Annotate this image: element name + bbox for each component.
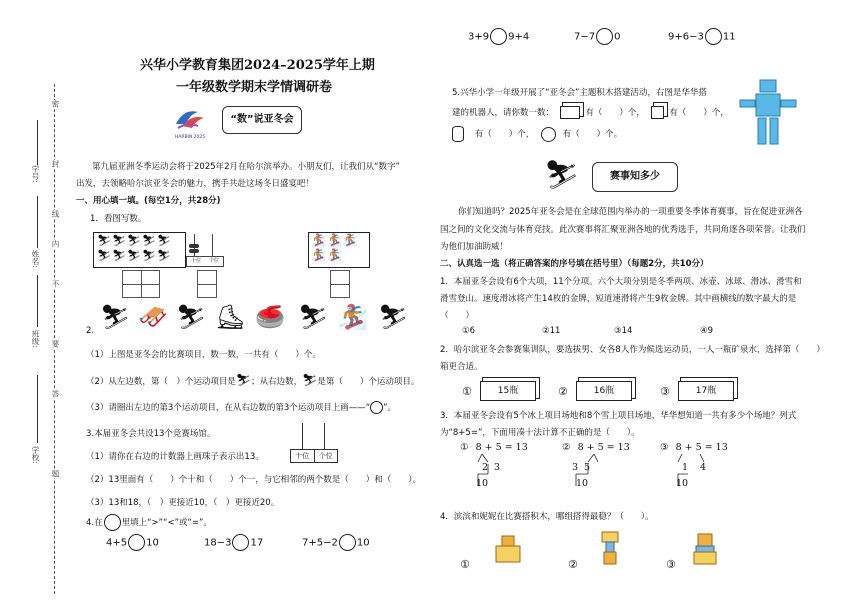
compare-item-3 <box>668 28 736 45</box>
s2-q1-option-3[interactable]: ③14 <box>614 326 633 336</box>
q3-label: 3.本届亚冬会共设13个竞赛场馆。 <box>86 429 216 439</box>
q4-item-2-right: 17 <box>250 537 264 549</box>
compare-circle[interactable] <box>128 534 145 551</box>
counter-ones-label: 个位 <box>318 452 333 460</box>
block-stack-2 <box>596 530 624 569</box>
q5-line3-part-b: 有（ ）个， <box>474 129 535 140</box>
s2-q3-line2: 为“8+5=”，下面用凑十法计算不正确的是（ ）。 <box>440 428 640 438</box>
q4-item-1-right: 10 <box>146 537 159 549</box>
counter-tens-label: 十位 <box>291 450 315 462</box>
q3-sub1: （1）请你在右边的计数器上画珠子表示出13。 <box>86 452 264 462</box>
event-intro-line1: 你们知道吗？2025年亚冬会是在全球范围内举办的一项重要冬季体育赛事，旨在促进亚洲各 <box>458 207 803 217</box>
q2-number: 2. <box>86 326 95 336</box>
s2-q4-option-1-no[interactable]: ① <box>460 558 470 571</box>
q4-item-3 <box>302 534 370 551</box>
q2-sub1: （1）上图是亚冬会的比赛项目，数一数，一共有（ ）个。 <box>86 350 321 360</box>
circle-symbol <box>370 401 383 414</box>
q2-sub3-part-a: （3）请圈出左边的第3个运动项目，在从右边数的第3个运动项目上画——“ <box>86 403 371 413</box>
saishi-banner: 赛事知多少 <box>592 162 678 192</box>
answer-grid-1[interactable] <box>122 270 160 298</box>
biathlon-small-icon: ⛷ <box>235 373 252 387</box>
seal-char-1: 密 <box>51 100 60 108</box>
section2-title: 二、认真选一选（将正确答案的序号填在括号里）（每题2分，共10分） <box>440 259 709 269</box>
s2-q2-box-15[interactable]: 15瓶 <box>480 381 536 401</box>
school-line <box>37 375 38 443</box>
s2-q3-line1: 3．本届亚冬会设有5个冰上项目场地和8个雪上项目场地，华华想知道一共有多少个场地？列式 <box>440 411 797 421</box>
q2-sub2 <box>86 373 419 387</box>
seal-char-3: 线 <box>51 210 60 218</box>
s2-q2-line1: 2．哈尔滨亚冬会参赛集训队，要选拔男、女各8人作为候选运动员，一人一瓶矿泉水，选择第（ ） <box>440 345 825 355</box>
s2-q2-option-1-no[interactable]: ① <box>462 385 472 398</box>
circle-symbol <box>104 514 121 531</box>
answer-grid-3[interactable] <box>330 270 350 298</box>
harbin-2025-logo <box>168 104 212 138</box>
calc-option-2-sum: 10 <box>576 478 589 489</box>
q4-label-part-a: 4.在 <box>86 518 103 528</box>
compare-item-1 <box>468 28 529 45</box>
calc-option-2-split-a: 3 <box>572 462 579 473</box>
q5-line2-part-a: 建的机器人，请你数一数： <box>452 108 555 118</box>
sphere-icon <box>541 127 556 142</box>
calc-option-1-expr: 8 + 5 = 13 <box>475 442 528 453</box>
calc-option-2-expr: 8 + 5 = 13 <box>577 442 630 453</box>
intro-line1: 第九届亚洲冬季运动会将于2025年2月在哈尔滨举办。小朋友们，让我们从“数字” <box>92 162 400 172</box>
q2-sub3 <box>86 401 396 414</box>
class-label: 班级: <box>31 330 40 348</box>
cuboid-icon <box>560 106 580 119</box>
q4-item-1-left: 4+5 <box>106 537 128 549</box>
s2-q4-option-2-no[interactable]: ② <box>568 558 578 571</box>
compare-item-3-left: 9+6−3 <box>668 31 704 43</box>
calc-option-3-split-a: 1 <box>682 462 689 473</box>
q4-item-1 <box>106 534 159 551</box>
calc-option-1-split-a: 2 <box>482 462 489 473</box>
student-id-line <box>37 120 38 165</box>
q3-sub2: （2）13里面有（ ）个十和（ ）个一，与它相邻的两个数是（ ）和（ ）。 <box>86 475 421 485</box>
q5-line2 <box>452 106 729 119</box>
skaters-picture: ⛷⛷⛷⛷⛷ ⛷⛷⛷⛷⛷ <box>93 232 186 268</box>
s2-q2-line2: 箱更合适。 <box>440 362 483 372</box>
cross-country-icon: ⛷ <box>298 303 329 331</box>
seal-char-6: 要 <box>51 340 60 348</box>
name-label: 姓名: <box>31 250 40 268</box>
q4-item-2 <box>204 534 263 551</box>
seal-char-4: 内 <box>51 240 60 248</box>
calc-option-3-no: ③ <box>660 442 669 453</box>
speed-skating-icon: ⛸ <box>215 303 246 331</box>
name-line <box>37 196 38 248</box>
shu-shuo-banner: “数”说亚冬会 <box>222 106 302 134</box>
abacus-tens-label: 十位 <box>190 258 201 264</box>
school-label: 学校: <box>31 446 40 464</box>
calc-option-3-split-b: 4 <box>700 462 707 473</box>
seal-char-8: 题 <box>51 470 60 478</box>
q5-line2-part-c: 有（ ）个， <box>669 108 729 118</box>
answer-grid-2[interactable] <box>197 270 217 298</box>
s2-q1-line2: 滑雪登山。速度滑冰将产生14枚的金牌，短道速滑将产生9枚金牌。其中画横线的数字最大的是 <box>440 294 797 304</box>
block-stack-1 <box>492 534 524 567</box>
seal-char-7: 答 <box>51 390 60 398</box>
q2-sub2-part-c: 是第（ ）个运动项目。 <box>317 377 420 387</box>
calc-option-3-expr: 8 + 5 = 13 <box>675 442 728 453</box>
s2-q1-line1: 1．本届亚冬会设有6个大项，11个分项。六个大项分别是冬季两项、冰壶、冰球、滑冰、滑雪和 <box>440 277 802 287</box>
s2-q1-option-1[interactable]: ①6 <box>462 326 476 336</box>
cube-icon <box>651 106 664 119</box>
cylinder-icon <box>452 126 464 142</box>
seal-char-2: 封 <box>51 160 60 168</box>
calc-option-2[interactable] <box>562 442 632 492</box>
q3-sub3: （3）13和18，（ ）更接近10，（ ）更接近20。 <box>86 498 280 508</box>
calc-option-2-split-b: 5 <box>584 462 591 473</box>
compare-circle[interactable] <box>705 28 722 45</box>
exam-title-line2: 一年级数学期末学情调研卷 <box>176 80 333 95</box>
calc-option-1-split-b: 3 <box>494 462 501 473</box>
compare-item-2-right: 0 <box>614 31 621 43</box>
q5-line1: 5.兴华小学一年级开展了“亚冬会”主题积木搭建活动，右图是华华搭 <box>452 88 707 98</box>
snowboard-icon: 🏂 <box>338 303 368 331</box>
s2-q2-box-16[interactable]: 16瓶 <box>576 381 632 401</box>
compare-circle[interactable] <box>232 534 249 551</box>
q2-sub3-part-b: ”。 <box>383 403 397 413</box>
s2-q1-line3: （ ） <box>440 311 475 321</box>
ski-jumper-icon: ⛷ <box>378 303 409 331</box>
s2-q4-line1: 4．滨滨和妮妮在比赛搭积木，哪组搭得最稳？（ ）。 <box>440 512 654 522</box>
biathlon-icon: ⛷ <box>100 303 131 331</box>
q4-label <box>86 514 212 531</box>
s2-q2-box-17[interactable]: 17瓶 <box>678 381 734 401</box>
exam-title-line1: 兴华小学教育集团2024–2025学年上期 <box>140 58 375 73</box>
q4-item-3-right: 10 <box>356 537 370 549</box>
curling-icon: 🥌 <box>255 303 285 331</box>
ski-jump-icon: ⛷ <box>176 303 207 331</box>
compare-item-2-left: 7−7 <box>574 31 596 43</box>
event-intro-line3: 为他们加油助威！ <box>440 242 509 252</box>
calc-option-3[interactable] <box>660 442 730 492</box>
compare-item-1-right: 9+4 <box>508 31 530 43</box>
section1-title: 一、用心填一填。(每空1分，共28分) <box>76 196 221 206</box>
event-intro-line2: 国之间的文化交流与体育竞技。此次赛事将汇聚亚洲各地的优秀选手，共同角逐各项荣誉。让我们 <box>440 225 806 235</box>
compare-item-1-left: 3+9 <box>468 31 490 43</box>
robot-picture <box>736 78 800 148</box>
q2-sub2-part-b: ；从右边数， <box>251 377 303 387</box>
compare-circle[interactable] <box>596 28 613 45</box>
calc-option-1-no: ① <box>460 442 469 453</box>
q2-sub2-part-a: （2）从左边数，第（ ）个运动项目是 <box>86 377 236 387</box>
calc-option-3-sum: 10 <box>676 478 689 489</box>
calc-option-2-no: ② <box>562 442 571 453</box>
intro-line2: 出发，去领略哈尔滨亚冬会的魅力，携手共赴这场冬日盛宴吧！ <box>76 179 315 189</box>
q4-item-3-left: 7+5−2 <box>302 537 338 549</box>
compare-item-2 <box>574 28 620 45</box>
q5-line3 <box>452 126 622 142</box>
calc-option-1[interactable] <box>460 442 530 492</box>
abacus-ones-label: 个位 <box>208 258 219 264</box>
s2-q2-option-3-no[interactable]: ③ <box>660 385 670 398</box>
q5-line2-part-b: 有（ ）个， <box>585 108 645 118</box>
skiers-picture: 🏂🏂🏂 🏂🏂 <box>308 232 370 268</box>
abacus-picture <box>186 234 222 266</box>
s2-q1-option-2[interactable]: ②11 <box>542 326 561 336</box>
class-line <box>37 275 38 327</box>
seal-char-5: 不 <box>51 280 60 288</box>
logo-caption: HARBIN 2025 <box>174 135 206 140</box>
counting-frame[interactable] <box>290 423 336 461</box>
compare-circle[interactable] <box>490 28 507 45</box>
q4-item-2-left: 18−3 <box>204 537 232 549</box>
block-stack-3 <box>690 532 720 569</box>
s2-q2-option-2-no[interactable]: ② <box>558 385 568 398</box>
s2-q1-option-4[interactable]: ④9 <box>700 326 714 336</box>
q5-line3-part-c: 有（ ）个。 <box>562 129 623 140</box>
q4-label-part-b: 里填上“>”“<”或“=”。 <box>121 518 212 528</box>
s2-q4-option-3-no[interactable]: ③ <box>666 558 676 571</box>
mascot-skier-icon: ⛷ <box>544 158 580 191</box>
compare-circle[interactable] <box>339 534 356 551</box>
student-id-label: 学号: <box>31 165 40 183</box>
cross-country-small-icon: ⛷ <box>302 373 318 387</box>
compare-item-3-right: 11 <box>722 31 736 43</box>
calc-option-1-sum: 10 <box>476 478 489 489</box>
bobsleigh-icon: 🛷 <box>138 303 168 331</box>
q1-label: 1．看图写数。 <box>90 214 147 224</box>
